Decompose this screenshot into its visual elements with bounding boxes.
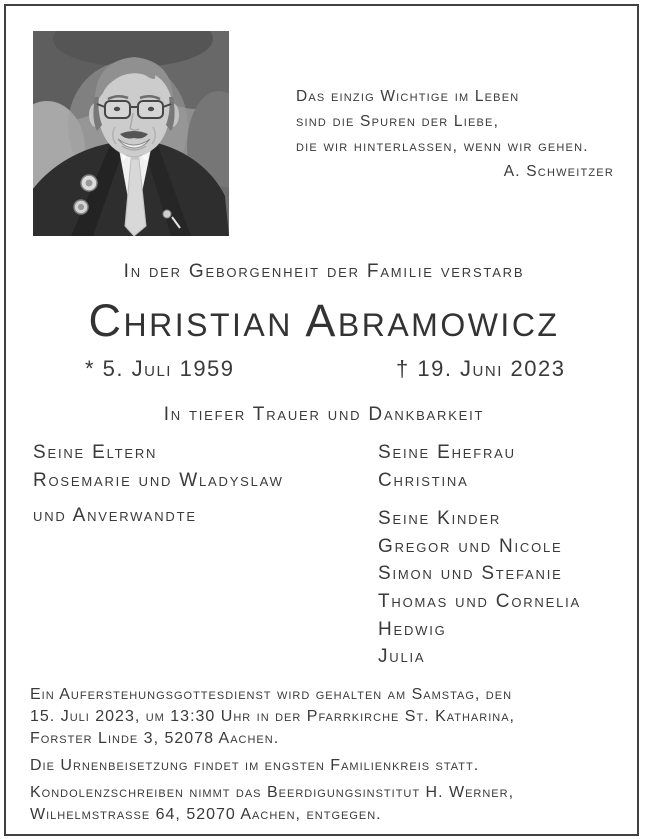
service-info-line: Forster Linde 3, 52078 Aachen. <box>30 730 280 747</box>
funeral-information <box>30 684 630 826</box>
quote-attribution: A. Schweitzer <box>503 163 614 180</box>
condolence-info-line: Wilhelmstrasse 64, 52070 Aachen, entgegen. <box>30 806 382 823</box>
mourner-group <box>33 439 284 494</box>
mourner-line: Hedwig <box>378 618 447 640</box>
condolence-info-line: Kondolenzschreiben nimmt das Beerdigungsinstitut H. Werner, <box>30 784 515 801</box>
deceased-name: Christian Abramowicz <box>88 295 560 346</box>
mourner-line: Christina <box>378 469 469 491</box>
portrait-photo-graphic <box>33 31 229 236</box>
quote-line: die wir hinterlassen, wenn wir gehen. <box>296 138 589 155</box>
mourner-line: Seine Eltern <box>33 442 158 463</box>
condolence-info <box>30 782 630 826</box>
mourner-group <box>378 439 581 494</box>
death-date: † 19. Juni 2023 <box>396 356 566 381</box>
mourner-line: Gregor und Nicole <box>378 535 563 557</box>
mourner-line: Seine Ehefrau <box>378 442 516 463</box>
life-dates <box>0 356 648 386</box>
quote-line: Das einzig Wichtige im Leben <box>296 88 520 105</box>
intro-line: In der Geborgenheit der Familie verstarb <box>123 261 525 282</box>
service-info <box>30 684 630 750</box>
mourner-line: Simon und Stefanie <box>378 563 563 585</box>
urn-info-line: Die Urnenbeisetzung findet im engsten Familienkreis statt. <box>30 757 480 774</box>
service-info-line: Ein Auferstehungsgottesdienst wird gehalten am Samstag, den <box>30 686 513 703</box>
quote-line: sind die Spuren der Liebe, <box>296 113 500 130</box>
mourners-right-column <box>378 439 581 671</box>
portrait-photo <box>33 31 229 236</box>
mourner-group <box>33 502 284 530</box>
mourners-left-column <box>33 439 284 530</box>
mourner-line: Julia <box>378 646 426 668</box>
birth-date: * 5. Juli 1959 <box>85 356 235 381</box>
mourner-line: und Anverwandte <box>33 505 197 527</box>
urn-info <box>30 755 630 777</box>
service-info-line: 15. Juli 2023, um 13:30 Uhr in der Pfarrkirche St. Katharina, <box>30 708 515 725</box>
mourner-group <box>378 505 581 671</box>
mourning-line: In tiefer Trauer und Dankbarkeit <box>163 404 485 425</box>
mourner-line: Thomas und Cornelia <box>378 590 581 612</box>
mourner-line: Rosemarie und Wladyslaw <box>33 469 284 491</box>
memorial-quote <box>296 84 616 184</box>
mourner-line: Seine Kinder <box>378 508 502 530</box>
